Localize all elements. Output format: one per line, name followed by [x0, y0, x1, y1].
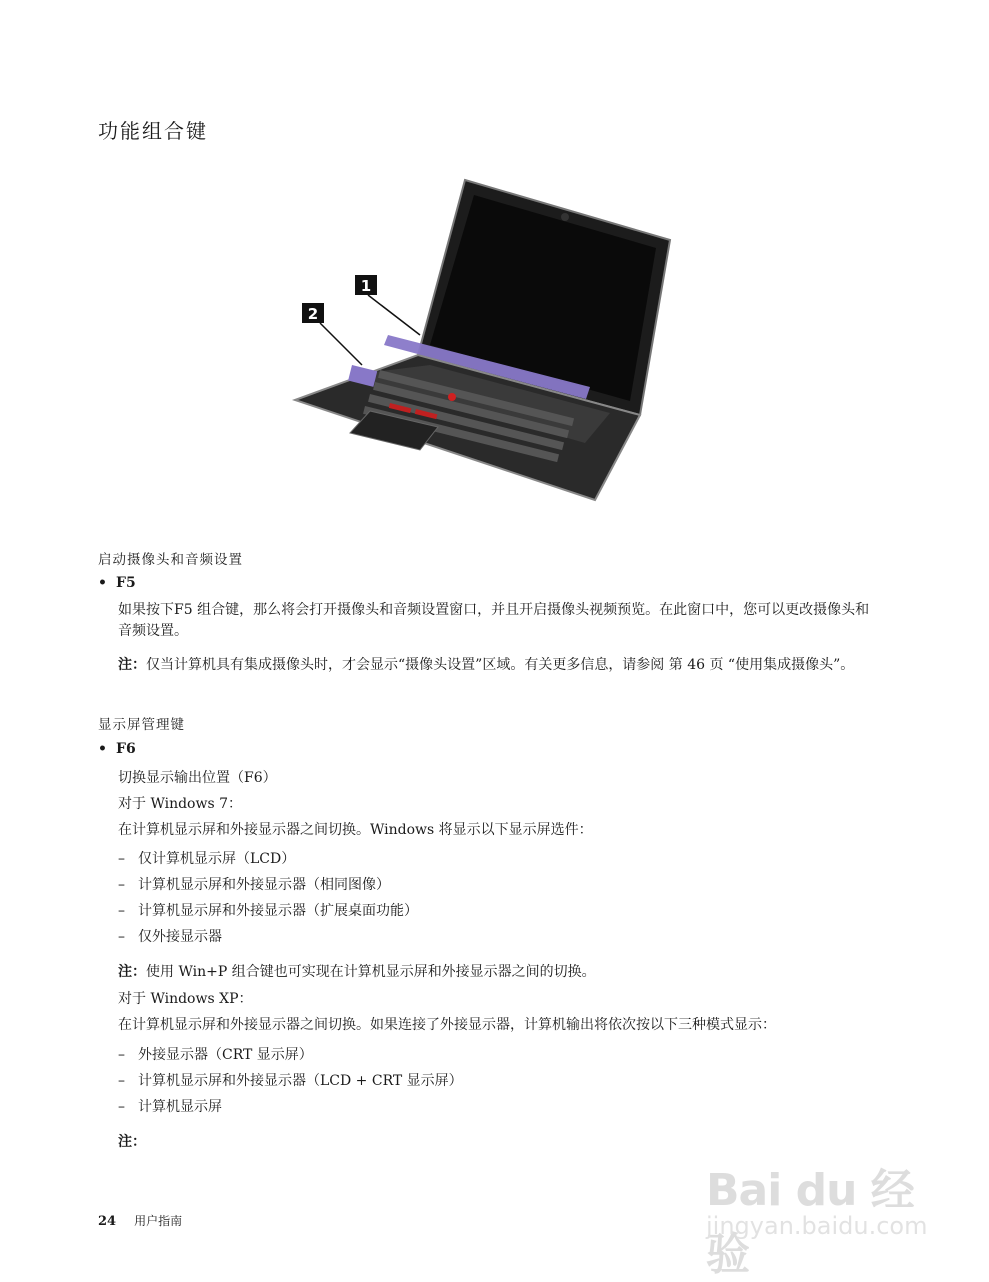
- win7-option: – 仅计算机显示屏（LCD）: [118, 851, 296, 867]
- book-title: 用户指南: [134, 1214, 183, 1228]
- note-label: 注：: [118, 964, 146, 980]
- win7-option-text: 仅外接显示器: [138, 929, 222, 945]
- win7-option: – 仅外接显示器: [118, 929, 222, 945]
- xp-mode-text: 计算机显示屏和外接显示器（LCD + CRT 显示屏）: [138, 1073, 463, 1089]
- xp-mode-text: 外接显示器（CRT 显示屏）: [138, 1047, 313, 1063]
- baidu-watermark: [700, 1150, 940, 1280]
- xp-description: 在计算机显示屏和外接显示器之间切换。如果连接了外接显示器，计算机输出将依次按以下三种模式显示：: [118, 1017, 776, 1033]
- winp-note: [118, 962, 878, 983]
- win7-option: – 计算机显示屏和外接显示器（扩展桌面功能）: [118, 903, 418, 919]
- win7-description: 在计算机显示屏和外接显示器之间切换。Windows 将显示以下显示屏选件：: [118, 822, 593, 838]
- watermark-url: jingyan.baidu.com: [706, 1212, 928, 1240]
- xp-label: 对于 Windows XP：: [118, 991, 253, 1007]
- note-text: 仅当计算机具有集成摄像头时，才会显示“摄像头设置”区域。有关更多信息，请参阅 第 46 页 “使用集成摄像头”。: [146, 657, 855, 673]
- watermark-logo-text: Bai du 经验: [706, 1165, 914, 1280]
- laptop-illustration: [290, 175, 690, 505]
- win7-option-text: 计算机显示屏和外接显示器（扩展桌面功能）: [138, 903, 418, 919]
- note-text: 使用 Win+P 组合键也可实现在计算机显示屏和外接显示器之间的切换。: [146, 964, 596, 980]
- bullet-f6-label: F6: [116, 741, 136, 757]
- page-title: 功能组合键: [98, 119, 208, 144]
- xp-mode: – 外接显示器（CRT 显示屏）: [118, 1047, 313, 1063]
- section-heading-camera: 启动摄像头和音频设置: [98, 552, 243, 568]
- win7-option-text: 计算机显示屏和外接显示器（相同图像）: [138, 877, 390, 893]
- callout-label-2: 2: [307, 305, 319, 323]
- f6-switch-line: 切换显示输出位置（F6）: [118, 770, 277, 786]
- win7-label: 对于 Windows 7：: [118, 796, 243, 812]
- bullet-f5: • F5: [98, 575, 136, 591]
- page-footer: [98, 1212, 182, 1229]
- final-note-label: 注：: [118, 1134, 146, 1150]
- win7-option: – 计算机显示屏和外接显示器（相同图像）: [118, 877, 390, 893]
- bullet-f5-label: F5: [116, 575, 136, 591]
- note-label: 注：: [118, 657, 146, 673]
- xp-mode: – 计算机显示屏: [118, 1099, 222, 1115]
- section-heading-display: 显示屏管理键: [98, 717, 185, 733]
- f5-description: 如果按下F5 组合键，那么将会打开摄像头和音频设置窗口，并且开启摄像头视频预览。在此窗口中，您可以更改摄像头和音频设置。: [118, 602, 870, 639]
- win7-option-text: 仅计算机显示屏（LCD）: [138, 851, 296, 867]
- xp-mode-text: 计算机显示屏: [138, 1099, 222, 1115]
- bullet-f6: • F6: [98, 741, 136, 757]
- f5-note: [118, 655, 878, 676]
- callout-label-1: 1: [360, 277, 372, 295]
- xp-mode: – 计算机显示屏和外接显示器（LCD + CRT 显示屏）: [118, 1073, 463, 1089]
- page-number: 24: [98, 1214, 117, 1229]
